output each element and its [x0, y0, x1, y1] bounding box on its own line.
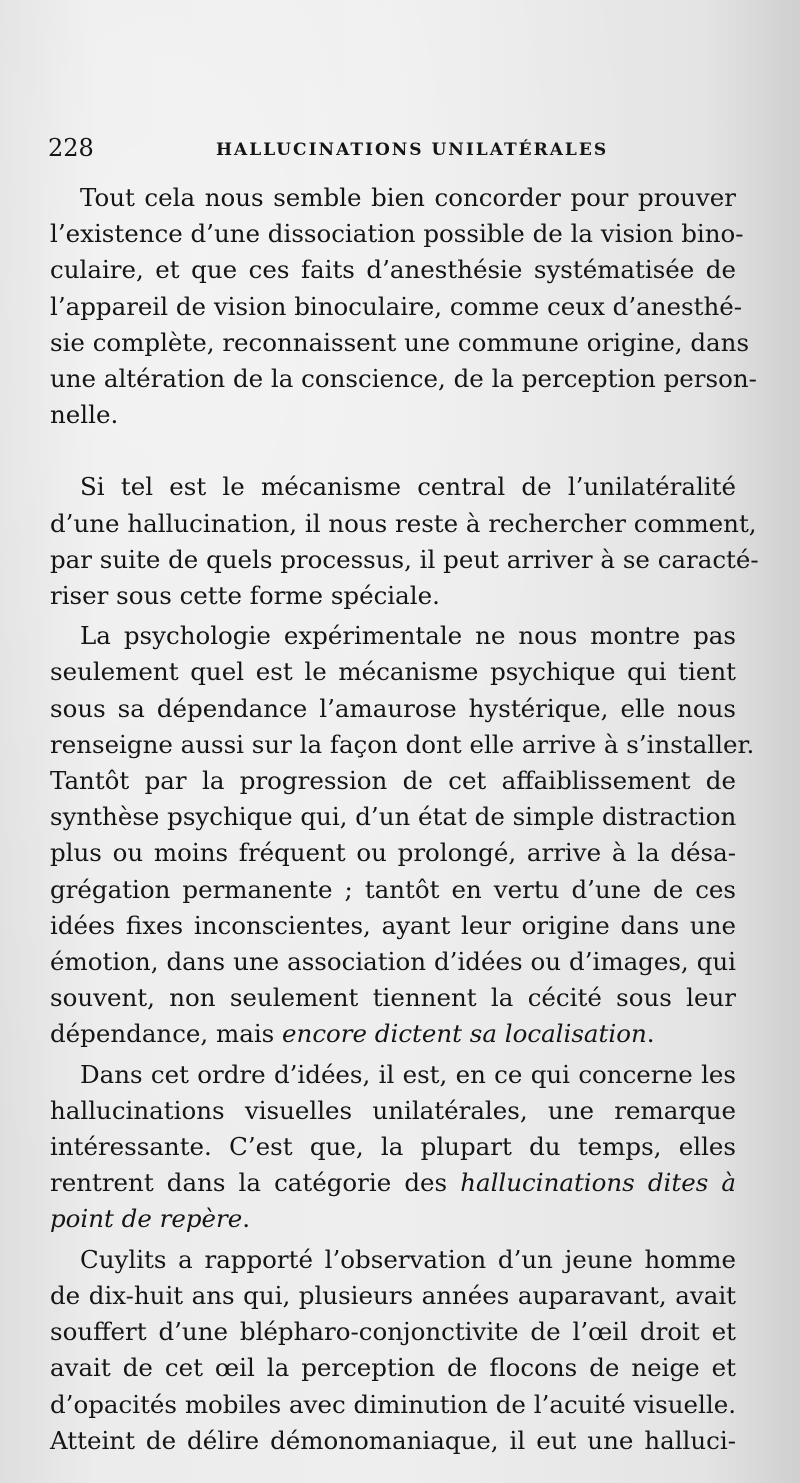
- paragraph-gap: [50, 433, 736, 469]
- text-line: sie complète, reconnaissent une commune origine, dans: [50, 327, 750, 357]
- paragraph-4: [50, 1057, 736, 1238]
- italic-text: hallucinations dites à: [460, 1168, 736, 1198]
- text-line: d’une hallucination, il nous reste à rechercher comment,: [50, 508, 757, 538]
- text-line: émotion, dans une association d’idées ou d’images, qui: [50, 947, 736, 977]
- text-line: par suite de quels processus, il peut arriver à se caracté-: [50, 544, 759, 574]
- text-line: [50, 1016, 736, 1052]
- text-line: idées fixes inconscientes, ayant leur origine dans une: [50, 910, 736, 940]
- text-line: grégation permanente ; tantôt en vertu d’une de ces: [50, 874, 736, 904]
- paragraph-2: [50, 469, 759, 614]
- body-text: [50, 180, 759, 1459]
- text-line: [50, 1201, 736, 1237]
- text-fragment: .: [242, 1204, 251, 1234]
- text-line: l’appareil de vision binoculaire, comme ceux d’anesthé-: [50, 291, 743, 321]
- text-line: plus ou moins fréquent ou prolongé, arrive à la désa-: [50, 838, 736, 868]
- text-line: d’opacités mobiles avec diminution de l’acuité visuelle.: [50, 1389, 736, 1419]
- text-line: La psychologie expérimentale ne nous montre pas: [80, 621, 736, 651]
- text-line: sous sa dépendance l’amaurose hystérique, elle nous: [50, 693, 736, 723]
- paragraph-3: [50, 618, 755, 1052]
- text-fragment: .: [646, 1019, 655, 1049]
- text-fragment: rentrent dans la catégorie des: [50, 1168, 461, 1198]
- text-line: une altération de la conscience, de la perception person-: [50, 364, 757, 394]
- paragraph-5: [50, 1242, 736, 1459]
- text-line: Cuylits a rapporté l’observation d’un jeune homme: [80, 1244, 736, 1274]
- text-line: synthèse psychique qui, d’un état de simple distraction: [50, 802, 737, 832]
- text-line: de dix-huit ans qui, plusieurs années auparavant, avait: [50, 1280, 736, 1310]
- text-line: renseigne aussi sur la façon dont elle arrive à s’installer.: [50, 729, 755, 759]
- text-line: seulement quel est le mécanisme psychique qui tient: [50, 657, 736, 687]
- italic-text: encore dictent sa localisation: [282, 1019, 647, 1049]
- text-line: Dans cet ordre d’idées, il est, en ce qui concerne les: [80, 1059, 736, 1089]
- text-line: intéressante. C’est que, la plupart du temps, elles: [50, 1132, 736, 1162]
- text-line: hallucinations visuelles unilatérales, une remarque: [50, 1095, 736, 1125]
- text-line: [50, 1165, 736, 1201]
- paragraph-1: [50, 180, 757, 433]
- text-fragment: dépendance, mais: [50, 1019, 283, 1049]
- italic-text: point de repère: [50, 1204, 243, 1234]
- text-line: culaire, et que ces faits d’anesthésie systématisée de: [50, 255, 736, 285]
- text-line: souffert d’une blépharo-conjonctivite de l’œil droit et: [50, 1317, 736, 1347]
- page-header: [48, 128, 738, 168]
- text-line: Atteint de délire démonomaniaque, il eut une halluci-: [50, 1425, 736, 1455]
- text-line: nelle.: [50, 400, 119, 430]
- text-line: avait de cet œil la perception de flocons de neige et: [50, 1353, 736, 1383]
- text-line: l’existence d’une dissociation possible de la vision bino-: [50, 219, 744, 249]
- text-line: Tantôt par la progression de cet affaiblissement de: [50, 766, 736, 796]
- text-line: Tout cela nous semble bien concorder pour prouver: [80, 183, 736, 212]
- page-number: 228: [48, 134, 94, 162]
- text-line: riser sous cette forme spéciale.: [50, 581, 440, 611]
- running-title: HALLUCINATIONS UNILATÉRALES: [216, 140, 609, 160]
- text-line: Si tel est le mécanisme central de l’unilatéralité: [80, 472, 736, 502]
- text-line: souvent, non seulement tiennent la cécité sous leur: [50, 983, 736, 1013]
